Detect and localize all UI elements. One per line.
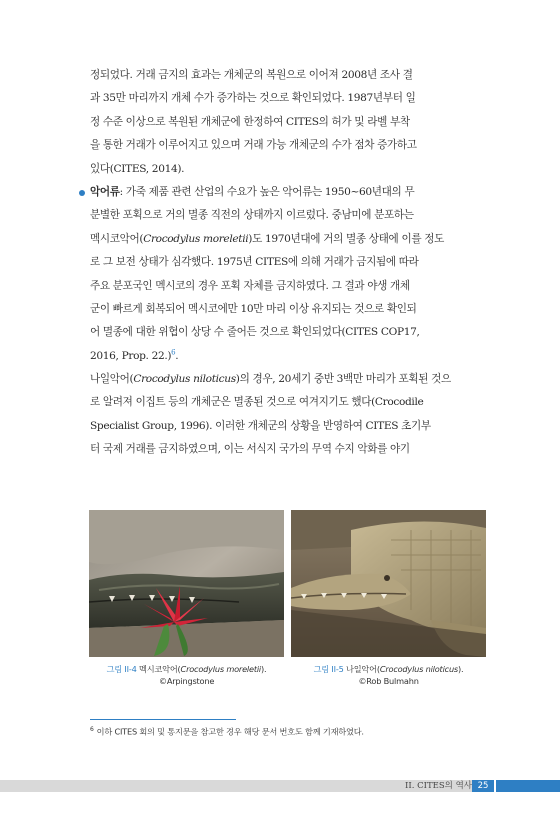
text-span: : 가죽 제품 관련 산업의 수요가 높은 악어류는 1950~60년대의 무: [119, 185, 415, 198]
running-footer-title: II. CITES의 역사: [404, 781, 472, 791]
scientific-name: Crocodylus niloticus: [133, 373, 236, 386]
text-line: [90, 228, 486, 251]
photo-credit: ©Rob Bulmahn: [358, 676, 419, 686]
photo-credit: ©Arpingstone: [158, 676, 215, 686]
figure-caption: [291, 663, 486, 687]
text-span: 나일악어(: [343, 664, 380, 674]
figure-image-nile-crocodile: [291, 510, 486, 657]
bullet-icon: [79, 190, 85, 196]
scientific-name: Crocodylus moreletii: [143, 232, 249, 245]
text-line: 어 멸종에 대한 위협이 상당 수 줄어든 것으로 확인되었다(CITES COP17,: [90, 326, 420, 339]
text-line: 군이 빠르게 회복되어 멕시코에만 10만 마리 이상 유지되는 것으로 확인되: [90, 302, 417, 315]
text-line: 정 수준 이상으로 복원된 개체군에 한정하여 CITES의 허가 및 라벨 부착: [90, 115, 410, 128]
bullet-paragraph-start: [90, 181, 486, 204]
text-line: 로 알려져 이집트 등의 개체군은 멸종된 것으로 여겨지기도 했다(Crocodile: [90, 396, 424, 409]
figure-label: 그림 II-5: [313, 664, 344, 674]
page-number: 25: [472, 780, 494, 792]
text-span: 멕시코악어(: [90, 232, 144, 245]
text-line: Specialist Group, 1996). 이러한 개체군의 상황을 반영하여 CITES 초기부: [90, 419, 431, 432]
text-line: [90, 368, 486, 391]
text-line: 있다(CITES, 2014).: [90, 162, 185, 175]
footnote-divider: [90, 719, 236, 720]
text-span: 멕시코악어(: [136, 664, 181, 674]
caption-line: [89, 663, 284, 675]
text-line: 을 통한 거래가 이루어지고 있으며 거래 가능 개체군의 수가 점차 증가하고: [90, 139, 417, 152]
bullet-heading: 악어류: [90, 185, 120, 198]
text-line: [90, 345, 486, 368]
text-span: 2016, Prop. 22.): [90, 349, 172, 362]
text-span: .: [175, 349, 179, 362]
text-span: ).: [458, 664, 464, 674]
footnote-reference[interactable]: 6: [171, 348, 176, 357]
text-span: 나일악어(: [90, 373, 134, 386]
text-line: 정되었다. 거래 금지의 효과는 개체군의 복원으로 이어져 2008년 조사 결: [90, 69, 413, 81]
figure-caption: [89, 663, 284, 687]
footer-bar: [0, 780, 472, 792]
text-span: ).: [261, 664, 267, 674]
footnote: [90, 726, 490, 738]
text-line: 터 국제 거래를 금지하였으며, 이는 서식지 국가의 무역 수지 악화를 야기: [90, 443, 410, 456]
text-span: )의 경우, 20세기 중반 3백만 마리가 포획된 것으: [235, 373, 451, 386]
scientific-name: Crocodylus niloticus: [379, 664, 458, 674]
caption-line: [291, 663, 486, 675]
main-text: [90, 64, 486, 462]
figure-label: 그림 II-4: [106, 664, 137, 674]
text-line: 분별한 포획으로 거의 멸종 직전의 상태까지 이르렀다. 중남미에 분포하는: [90, 209, 414, 222]
text-line: 주요 분포국인 멕시코의 경우 포획 자체를 금지하였다. 그 결과 야생 개체: [90, 279, 410, 292]
text-line: 과 35만 마리까지 개체 수가 증가하는 것으로 확인되었다. 1987년부터 일: [90, 92, 416, 105]
scientific-name: Crocodylus moreletii: [180, 664, 261, 674]
text-line: 로 그 보전 상태가 심각했다. 1975년 CITES에 의해 거래가 금지됨에 따라: [90, 256, 419, 269]
text-span: )도 1970년대에 거의 멸종 상태에 이를 정도: [248, 232, 444, 245]
footer-accent-bar: [496, 780, 560, 792]
footnote-number: 6: [90, 726, 94, 733]
footnote-text: 이하 CITES 회의 및 통지문을 참고한 경우 해당 문서 번호도 함께 기재하였다.: [96, 726, 364, 737]
figure-image-morelets-crocodile: [89, 510, 284, 657]
